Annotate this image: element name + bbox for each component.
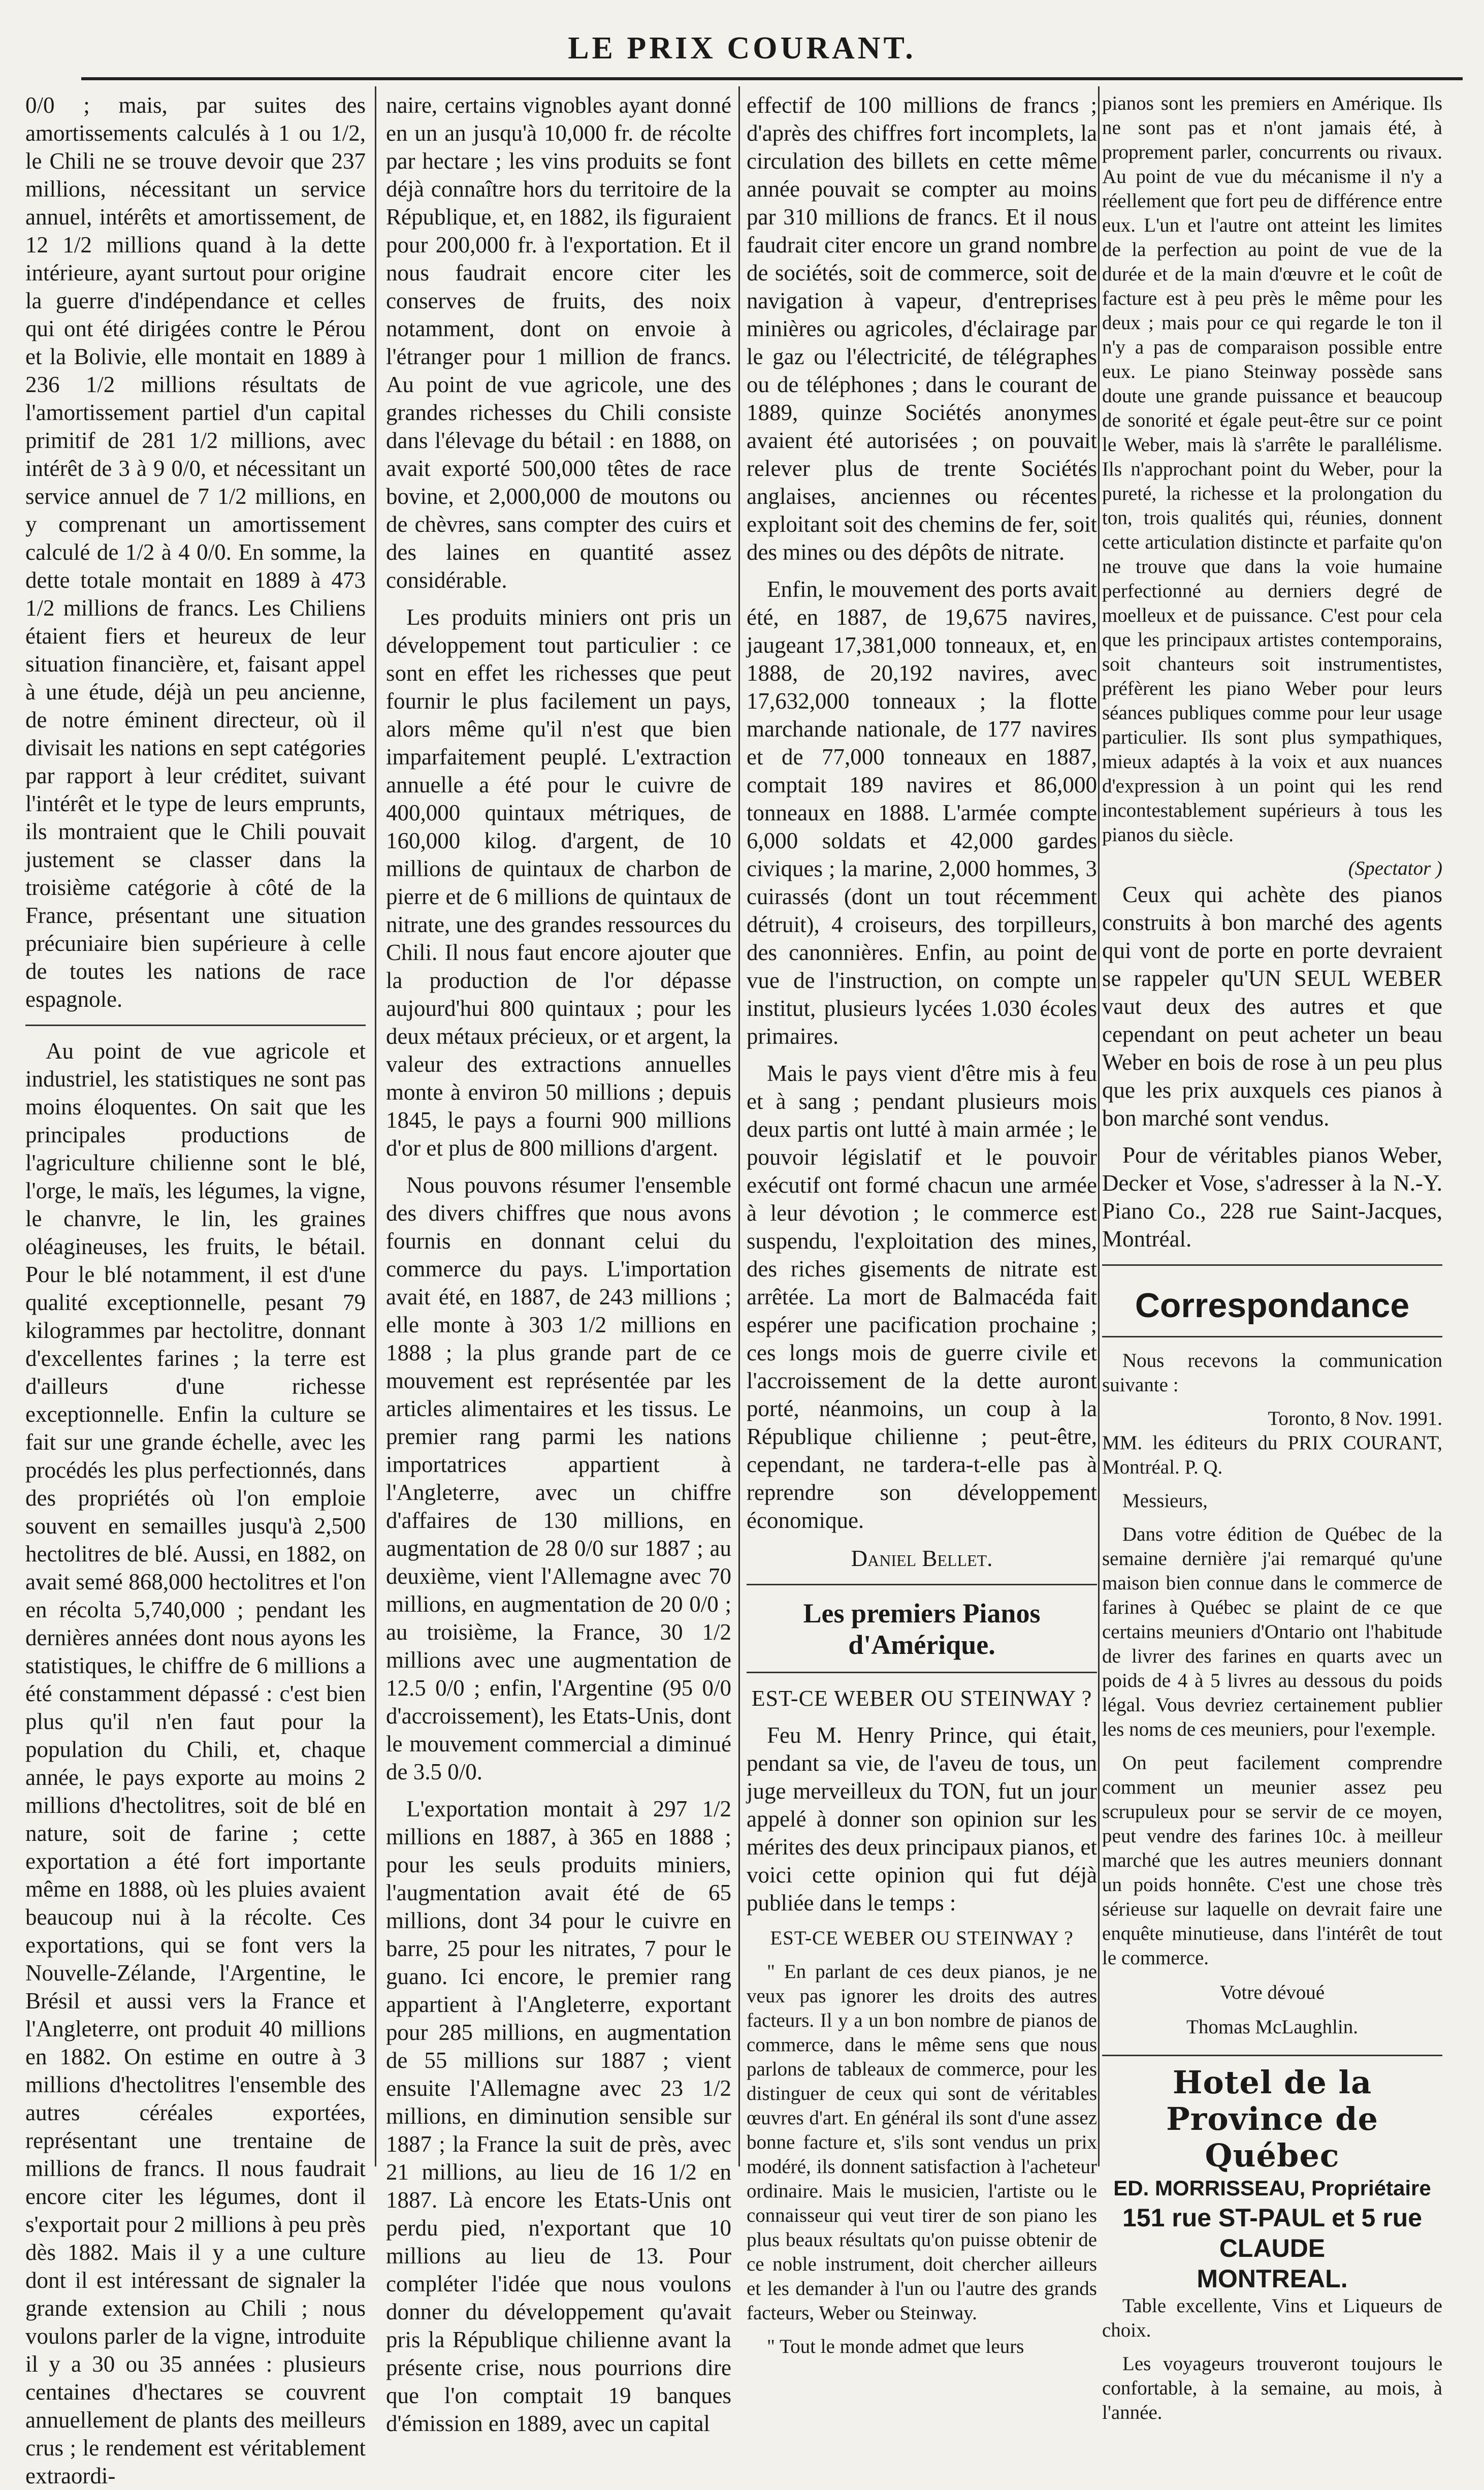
column-divider bbox=[1098, 86, 1100, 2166]
hotel-paragraph: Les voyageurs trouveront toujours le confortable, à la semaine, au mois, à l'année. bbox=[1102, 2353, 1442, 2423]
article-paragraph: Enfin, le mouvement des ports avait été, en 1887, de 19,675 navires, jaugeant 17,381,000 tonneaux, et, en 1888, de 20,192 navires, avec 17,632,000 tonneaux ; la flotte marchande nationale, de 177 navires et de 77,000 tonneaux en 1887, comptait 189 navires et 86,000 tonneaux en 1888. L'armée compte 6,000 soldats et 42,000 gardes civiques ; la marine, 2,000 hommes, 3 cuirassés (dont un tout récemment détruit), 4 croiseurs, des torpilleurs, des canonnières. Enfin, au point de vue de l'instruction, on compte un institut, plusieurs lycées 1.030 écoles primaires. bbox=[747, 577, 1097, 1049]
letter-salutation: Messieurs, bbox=[1122, 1490, 1208, 1512]
hotel-paragraph: Table excellente, Vins et Liqueurs de choix. bbox=[1102, 2295, 1442, 2341]
masthead-rule bbox=[81, 77, 1463, 80]
article-paragraph: Mais le pays vient d'être mis à feu et à sang ; pendant plusieurs mois deux partis ont lutté à main armée ; le pouvoir législatif et le pouvoir exécutif ont formé chacun une armée à leur dévotion ; le commerce est suspendu, l'exploitation des mines, des riches gisements de nitrate est arrêtée. La mort de Balmacéda fait espérer une pacification prochaine ; ces longs mois de guerre civile et l'accroissement de la dette auront porté, néanmoins, un coup à la République chilienne ; peut-être, cependant, ne tardera-t-elle pas à reprendre son développement économique. bbox=[747, 1061, 1097, 1533]
hotel-advertisement bbox=[1102, 2055, 1442, 2294]
article-paragraph: L'exportation montait à 297 1/2 millions en 1887, à 365 en 1888 ; pour les seuls produits miniers, l'augmentation avait été de 65 millions, dont 34 pour le cuivre en barre, 25 pour les nitrates, 7 pour le guano. Ici encore, le premier rang appartient à l'Angleterre, exportant pour 285 millions, en augmentation de 55 millions sur 1887 ; vient ensuite l'Allemagne avec 23 1/2 millions, en diminution sensible sur 1887 ; la France la suit de près, avec 21 millions, au lieu de 16 1/2 en 1887. Là encore les Etats-Unis ont perdu pied, n'exportant que 10 millions au lieu de 13. Pour compléter l'idée que nous voulons donner du développement qu'avait pris la République chilienne avant la présente crise, nous pourrions dire que l'on comptait 19 banques d'émission en 1889, avec un capital bbox=[386, 1796, 731, 2436]
quote-paragraph: " En parlant de ces deux pianos, je ne veux pas ignorer les droits des autres facteurs. Il y a un bon nombre de pianos de commerce, dans le même sens que nous parlons de tableaux de commerce, pour les distinguer de ceux qui sont de véritables œuvres d'art. En général ils sont d'une assez bonne facture et, s'ils sont vendus un prix modéré, ils donnent satisfaction à l'acheteur ordinaire. Mais le musicien, l'artiste ou le connaisseur qui veut tirer de son piano les plus beaux résultats qu'on puisse obtenir de ce noble instrument, doit chercher ailleurs et les demander à l'un ou l'autre des grands facteurs, Weber ou Steinway. bbox=[747, 1961, 1097, 2324]
pianos-subtitle: EST-CE WEBER OU STEINWAY ? bbox=[751, 1686, 1092, 1711]
hotel-owner: ED. MORRISSEAU, Propriétaire bbox=[1113, 2176, 1431, 2200]
column-2 bbox=[386, 91, 731, 2436]
quote-source: (Spectator ) bbox=[1348, 857, 1442, 879]
section-divider bbox=[1102, 1336, 1442, 1337]
letter-paragraph: Dans votre édition de Québec de la semaine dernière j'ai remarqué qu'une maison bien connue dans le commerce de farines à Québec se plaint de ce que certains meuniers d'Ontario ont l'habitude de livrer des farines en quarts avec un poids de 4 à 5 livres au dessous du poids légal. Vous devriez certainement publier les noms de ces meuniers, pour l'exemple. bbox=[1102, 1523, 1442, 1740]
correspondance-intro: Nous recevons la communication suivante : bbox=[1102, 1350, 1442, 1396]
article-paragraph: Feu M. Henry Prince, qui était, pendant sa vie, de l'aveu de tous, un juge merveilleux du TON, fut un jour appelé à donner son opinion sur les mérites des deux principaux pianos, et voici cette opinion qui fut déjà publiée dans le temps : bbox=[747, 1722, 1097, 1916]
column-divider bbox=[738, 86, 740, 2166]
correspondance-title: Correspondance bbox=[1135, 1286, 1410, 1325]
quote-title: EST-CE WEBER OU STEINWAY ? bbox=[770, 1927, 1074, 1949]
letter-paragraph: On peut facilement comprendre comment un meunier assez peu scrupuleux pour se servir de ce moyen, peut vendre des farines 10c. à meilleur marché que les autres meuniers donnant un poids honnête. C'est une chose très sérieuse sur laquelle on devrait faire une enquête minutieuse, dans l'intérêt de tout le commerce. bbox=[1102, 1752, 1442, 1969]
section-divider bbox=[25, 1025, 366, 1026]
column-4 bbox=[1102, 91, 1442, 2423]
article-paragraph: Nous pouvons résumer l'ensemble des divers chiffres que nous avons fournis en donnant celui du commerce du pays. L'importation avait été, en 1887, de 243 millions ; elle monte à 303 1/2 millions en 1888 ; la plus grande part de ce mouvement est représentée par les articles alimentaires et les tissus. Le premier rang parmi les nations importatrices appartient à l'Angleterre, avec un chiffre d'affaires de 130 millions, en augmentation de 28 0/0 sur 1887 ; au deuxième, vient l'Allemagne avec 70 millions, en augmentation de 20 0/0 ; au troisième, la France, 30 1/2 millions avec une augmentation de 12.5 0/0 ; enfin, l'Argentine (95 0/0 d'accroissement), les Etats-Unis, dont le mouvement commercial a diminué de 3.5 0/0. bbox=[386, 1172, 731, 1784]
letter-date: Toronto, 8 Nov. 1991. bbox=[1268, 1408, 1442, 1429]
hotel-address: 151 rue ST-PAUL et 5 rue CLAUDE bbox=[1122, 2204, 1423, 2262]
article-paragraph: Au point de vue agricole et industriel, les statistiques ne sont pas moins éloquentes. On sait que les principales productions de l'agriculture chilienne sont le blé, l'orge, le maïs, les légumes, la vigne, le chanvre, le lin, les graines oléagineuses, les fruits, le bétail. Pour le blé notamment, il est d'une qualité exceptionnelle, pesant 79 kilogrammes par hectolitre, donnant d'excellentes farines ; la terre est d'ailleurs d'une richesse exceptionnelle. Enfin la culture se fait sur une grande échelle, avec les procédés les plus perfectionnés, dans des propriétés où l'on emploie souvent en semailles jusqu'à 2,500 hectolitres de blé. Aussi, en 1882, on avait semé 868,000 hectolitres et l'on en récolta 5,740,000 ; pendant les dernières années dont nous ayons les statistiques, le chiffre de 6 millions a été constamment dépassé : c'est bien plus qu'il n'en faut pour la population du Chili, et, chaque année, le pays exporte au moins 2 millions d'hectolitres, soit de blé en nature, soit de farine ; cette exportation a été fort importante même en 1888, où les pluies avaient beaucoup nui à la récolte. Ces exportations, qui se font vers la Nouvelle-Zélande, l'Argentine, le Brésil et aussi vers la France et l'Angleterre, ont produit 40 millions en 1882. On estime en outre à 3 millions d'hectolitres l'ensemble des autres céréales exportées, représentant une trentaine de millions de francs. Il nous faudrait encore citer les légumes, dont il s'exportait pour 2 millions à peu près dès 1882. Mais il y a une culture dont il est intéressant de signaler la grande extension au Chili ; nous voulons parler de la vigne, introduite il y a 30 ou 35 années : plusieurs centaines d'hectares se couvrent annuellement de plants des meilleurs crus ; le rendement est véritablement extraordi- bbox=[25, 1038, 366, 2488]
column-1 bbox=[25, 91, 366, 2488]
article-paragraph: Pour de véritables pianos Weber, Decker et Vose, s'adresser à la N.-Y. Piano Co., 228 rue Saint-Jacques, Montréal. bbox=[1102, 1142, 1442, 1252]
article-paragraph: effectif de 100 millions de francs ; d'après des chiffres fort incomplets, la circulation des billets en cette même année pouvait se compter au moins par 310 millions de francs. Et il nous faudrait citer encore un grand nombre de sociétés, soit de commerce, soit de navigation à vapeur, d'entreprises minières ou agricoles, d'éclairage par le gaz ou l'électricité, de télégraphes ou de téléphones ; dans le courant de 1889, quinze Sociétés anonymes avaient été autorisées ; on pouvait relever plus de trente Sociétés anglaises, anciennes ou récentes exploitant soit des chemins de fer, soit des mines ou des dépôts de nitrate. bbox=[747, 92, 1097, 565]
letter-recipient: MM. les éditeurs du PRIX COURANT, Montréal. P. Q. bbox=[1102, 1432, 1442, 1478]
article-signature: Daniel Bellet. bbox=[851, 1546, 993, 1571]
column-divider bbox=[375, 86, 376, 2166]
article-paragraph: 0/0 ; mais, par suites des amortissements calculés à 1 ou 1/2, le Chili ne se trouve devoir que 237 millions, nécessitant un service annuel, intérêts et amortissement, de 12 1/2 millions quand à la dette intérieure, ayant surtout pour origine la guerre d'indépendance et celles qui ont été dirigées contre le Pérou et la Bolivie, elle montait en 1889 à 236 1/2 millions résultats de l'amortissement partiel d'un capital primitif de 281 1/2 millions, avec intérêt de 3 à 9 0/0, et nécessitant un service annuel de 7 1/2 millions, en y comprenant un amortissement calculé de 1/2 à 4 0/0. En somme, la dette totale montait en 1889 à 473 1/2 millions de francs. Les Chiliens étaient fiers et heureux de leur situation financière, et, faisant appel à une étude, déjà un peu ancienne, de notre éminent directeur, où il divisait les nations en sept catégories par rapport à leur créditet, suivant l'intérêt et le type de leurs emprunts, ils montraient que le Chili pouvait justement se classer dans la troisième catégorie à côté de la France, présentant une situation précuniaire bien supérieure à celle de toutes les nations de race espagnole. bbox=[25, 92, 366, 1012]
letter-closing: Votre dévoué bbox=[1219, 1982, 1325, 2003]
article-paragraph: Ceux qui achète des pianos construits à bon marché des agents qui vont de porte en porte devraient se rappeler qu'UN SEUL WEBER vaut deux des autres et que cependant on peut acheter un beau Weber en bois de rose à un peu plus que les prix auxquels ces pianos à bon marché sont vendus. bbox=[1102, 882, 1442, 1131]
letter-signature: Thomas McLaughlin. bbox=[1186, 2016, 1358, 2038]
section-divider bbox=[1102, 1264, 1442, 1266]
pianos-article-title: Les premiers Pianos d'Amérique. bbox=[803, 1598, 1041, 1660]
hotel-city: MONTREAL. bbox=[1197, 2264, 1348, 2293]
quote-paragraph: pianos sont les premiers en Amérique. Ils ne sont pas et n'ont jamais été, à proprement parler, concurrents ou rivaux. Au point de vue du mécanisme il n'y a réellement que fort peu de différence entre eux. L'un et l'autre ont atteint les limites de la perfection au point de vue de la durée et de la main d'œuvre et le coût de facture est à peu près le même pour les deux ; mais pour ce qui regarde le ton il n'y a pas de comparaison possible entre eux. Le piano Steinway possède sans doute une grande puissance et beaucoup de sonorité et égale peut-être sur ce point le Weber, mais là s'arrête le parallélisme. Ils n'approchant point du Weber, pour la pureté, la richesse et la prolongation du ton, trois qualités qui, réunies, donnent cette articulation distincte et parfaite qu'on ne trouve que dans la voie humaine perfectionné au derniers degré de moelleux et de puissance. C'est pour cela que les principaux artistes contemporains, soit chanteurs soit instrumentistes, préfèrent les piano Weber pour leurs séances publiques comme pour leur usage particulier. Ils sont plus sympathiques, mieux adaptés à la voix et aux nuances d'expression à un point qui les rend incontestablement supérieurs à tous les pianos du siècle. bbox=[1102, 92, 1442, 846]
article-paragraph: Les produits miniers ont pris un développement tout particulier : ce sont en effet les richesses que peut fournir le plus facilement un pays, alors même qu'il n'est que bien imparfaitement peuplé. L'extraction annuelle a été pour le cuivre de 400,000 quintaux métriques, de 160,000 kilog. d'argent, de 10 millions de quintaux de charbon de pierre et de 6 millions de quintaux de nitrate, une des grandes ressources du Chili. Il nous faut encore ajouter que la production de l'or dépasse aujourd'hui 800 quintaux ; pour les deux métaux précieux, or et argent, la valeur des extractions annuelles monte à environ 50 millions ; depuis 1845, le pays a fourni 900 millions d'or et plus de 800 millions d'argent. bbox=[386, 604, 731, 1161]
quote-paragraph: " Tout le monde admet que leurs bbox=[767, 2336, 1024, 2357]
section-divider bbox=[747, 1584, 1097, 1585]
section-divider bbox=[747, 1672, 1097, 1673]
column-3 bbox=[747, 91, 1097, 2357]
masthead: LE PRIX COURANT. bbox=[568, 31, 916, 66]
article-paragraph: naire, certains vignobles ayant donné en un an jusqu'à 10,000 fr. de récolte par hectare ; les vins produits se font déjà connaître hors du territoire de la République, et, en 1882, ils figuraient pour 200,000 fr. à l'exportation. Et il nous faudrait encore citer les conserves de fruits, des noix notamment, dont on envoie à l'étranger pour 1 million de francs. Au point de vue agricole, une des grandes richesses du Chili consiste dans l'élevage du bétail : en 1888, on avait exporté 500,000 têtes de race bovine, et 2,000,000 de moutons ou de chèvres, sans compter des cuirs et des laines en quantité assez considérable. bbox=[386, 92, 731, 593]
hotel-name: Hotel de la Province de Québec bbox=[1166, 2064, 1378, 2174]
